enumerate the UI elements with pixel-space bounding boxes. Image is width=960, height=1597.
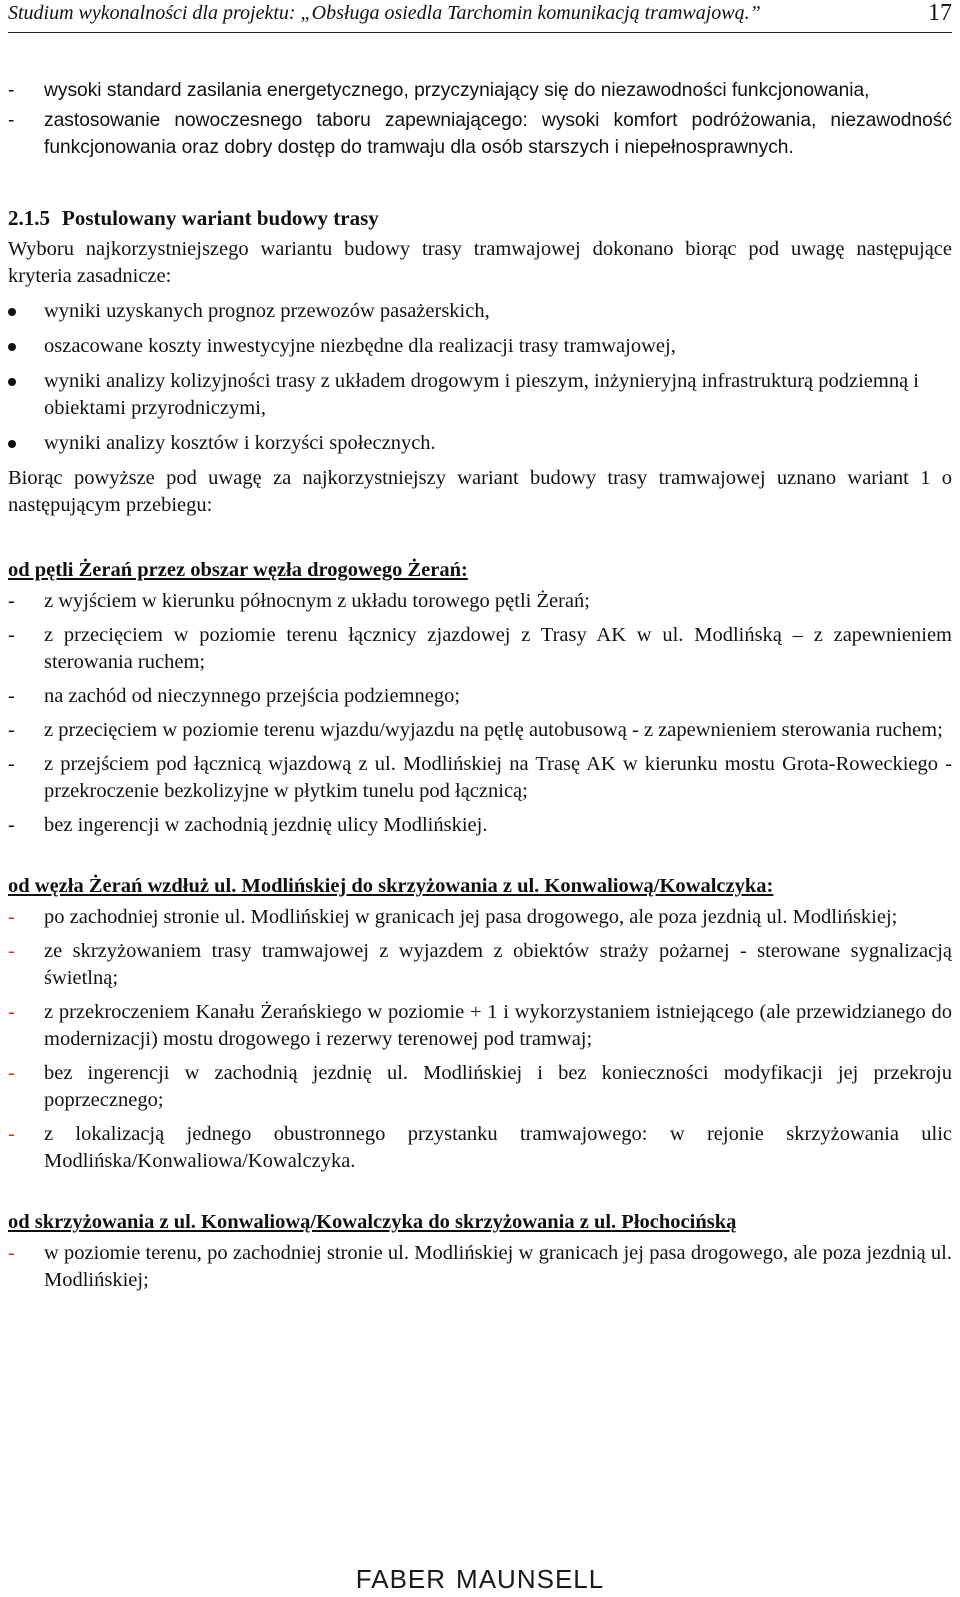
route-item-text: z wyjściem w kierunku północnym z układu torowego pętli Żerań;	[44, 590, 590, 612]
route-item-text: w poziomie terenu, po zachodniej stronie ul. Modlińskiej w granicach jej pasa drogowego, ale poza jezdnią ul. Modlińskiej;	[44, 1242, 952, 1291]
page-footer	[0, 1566, 960, 1596]
route-item-text: z przekroczeniem Kanału Żerańskiego w poziomie + 1 i wykorzystaniem istniejącego (ale przewidzianego do modernizacji) mostu drogowego i rezerwy terenowej pod tramwaj;	[44, 1001, 952, 1050]
route-item-text: bez ingerencji w zachodnią jezdnię ulicy Modlińskiej.	[44, 814, 488, 836]
criteria-text: wyniki analizy kosztów i korzyści społecznych.	[44, 432, 436, 454]
dash-marker: -	[8, 685, 15, 707]
route-heading: od skrzyżowania z ul. Konwaliową/Kowalczyka do skrzyżowania z ul. Płochocińską	[8, 1211, 737, 1233]
criteria-text: wyniki analizy kolizyjności trasy z układem drogowym i pieszym, inżynieryjną infrastrukturą podziemną i obiektami przyrodniczymi,	[44, 370, 920, 419]
route-item-text: z przecięciem w poziomie terenu wjazdu/wyjazdu na pętlę autobusową - z zapewnieniem sterowania ruchem;	[44, 719, 943, 741]
criteria-item	[8, 368, 952, 422]
route-item-text: po zachodniej stronie ul. Modlińskiej w granicach jej pasa drogowego, ale poza jezdnią ul. Modlińskiej;	[44, 906, 898, 928]
route-item	[8, 904, 952, 931]
criteria-item	[8, 298, 952, 325]
intro-item	[8, 77, 952, 104]
bullet-icon	[8, 378, 16, 386]
faber-maunsell-logo	[356, 1566, 604, 1593]
dash-marker: -	[8, 110, 15, 131]
route-item	[8, 1240, 952, 1294]
route-item-text: z przejściem pod łącznicą wjazdową z ul. Modlińskiej na Trasę AK w kierunku mostu Grota-Roweckiego - przekroczenie bezkolizyjne w płytkim tunelu pod łącznicą;	[44, 753, 952, 802]
intro-item-text: zastosowanie nowoczesnego taboru zapewniającego: wysoki komfort podróżowania, niezawodność funkcjonowania oraz dobry dostęp do tramwaju dla osób starszych i niepełnosprawnych.	[44, 110, 952, 158]
intro-item-text: wysoki standard zasilania energetycznego, przyczyniający się do niezawodności funkcjonowania,	[44, 80, 870, 101]
route-item-text: z przecięciem w poziomie terenu łącznicy zjazdowej z Trasy AK w ul. Modlińską – z zapewnieniem sterowania ruchem;	[44, 624, 952, 673]
route-item	[8, 812, 952, 839]
route-item	[8, 717, 952, 744]
dash-marker: -	[8, 906, 15, 928]
criteria-item	[8, 430, 952, 457]
dash-marker: -	[8, 719, 15, 741]
intro-item	[8, 107, 952, 161]
route-item-text: na zachód od nieczynnego przejścia podziemnego;	[44, 685, 461, 707]
route-item	[8, 999, 952, 1053]
route-item	[8, 683, 952, 710]
dash-marker: -	[8, 1242, 15, 1264]
criteria-text: oszacowane koszty inwestycyjne niezbędne dla realizacji trasy tramwajowej,	[44, 335, 676, 357]
section-intro: Wyboru najkorzystniejszego wariantu budowy trasy tramwajowej dokonano biorąc pod uwagę następujące kryteria zasadnicze:	[8, 238, 952, 287]
route-item-text: ze skrzyżowaniem trasy tramwajowej z wyjazdem z obiektów straży pożarnej - sterowane sygnalizacją świetlną;	[44, 940, 952, 989]
route-item	[8, 938, 952, 992]
route-item	[8, 1121, 952, 1175]
bullet-icon	[8, 343, 16, 351]
criteria-list	[8, 298, 952, 457]
section-conclusion: Biorąc powyższe pod uwagę za najkorzystniejszy wariant budowy trasy tramwajowej uznano wariant 1 o następującym przebiegu:	[8, 467, 952, 516]
document-page	[8, 0, 952, 1301]
route-item-text: bez ingerencji w zachodnią jezdnię ul. Modlińskiej i bez konieczności modyfikacji jej przekroju poprzecznego;	[44, 1062, 952, 1111]
route-item	[8, 1060, 952, 1114]
criteria-item	[8, 333, 952, 360]
dash-marker: -	[8, 814, 15, 836]
route-section	[8, 873, 952, 1175]
dash-marker: -	[8, 940, 15, 962]
dash-marker: -	[8, 753, 15, 775]
bullet-icon	[8, 440, 16, 448]
route-item	[8, 588, 952, 615]
dash-marker: -	[8, 1123, 15, 1145]
logo-word-2: MAUNSELL	[456, 1564, 605, 1594]
section-title: Postulowany wariant budowy trasy	[62, 206, 379, 230]
intro-list	[8, 77, 952, 161]
logo-word-1: FABER	[355, 1564, 447, 1594]
header-title: Studium wykonalności dla projektu: „Obsługa osiedla Tarchomin komunikacją tramwajową.”	[8, 2, 761, 24]
route-section	[8, 557, 952, 839]
dash-marker: -	[8, 1001, 15, 1023]
route-item	[8, 751, 952, 805]
page-header	[8, 0, 952, 33]
page-number: 17	[928, 0, 952, 26]
dash-marker: -	[8, 1062, 15, 1084]
bullet-icon	[8, 308, 16, 316]
route-item-text: z lokalizacją jednego obustronnego przystanku tramwajowego: w rejonie skrzyżowania ulic Modlińska/Konwaliowa/Kowalczyka.	[44, 1123, 952, 1172]
route-heading: od pętli Żerań przez obszar węzła drogowego Żerań:	[8, 559, 468, 581]
section-heading	[8, 205, 952, 232]
section-number: 2.1.5	[8, 206, 50, 230]
route-section	[8, 1209, 952, 1294]
route-item	[8, 622, 952, 676]
dash-marker: -	[8, 590, 15, 612]
criteria-text: wyniki uzyskanych prognoz przewozów pasażerskich,	[44, 300, 490, 322]
route-heading: od węzła Żerań wzdłuż ul. Modlińskiej do skrzyżowania z ul. Konwaliową/Kowalczyka:	[8, 875, 774, 897]
dash-marker: -	[8, 80, 15, 101]
dash-marker: -	[8, 624, 15, 646]
